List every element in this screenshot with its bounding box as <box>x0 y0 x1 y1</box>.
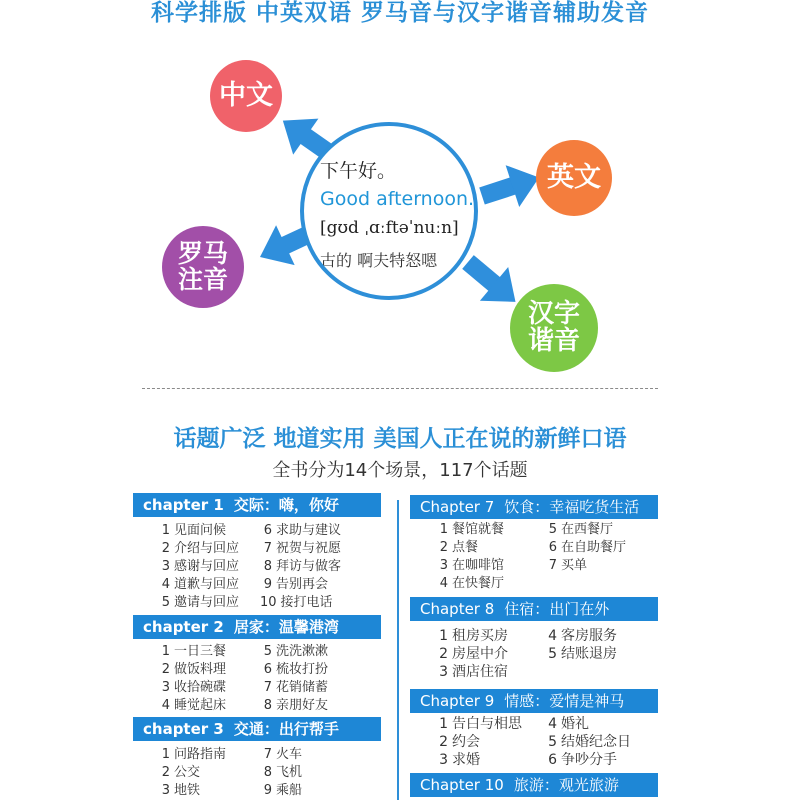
hanzi-bubble-line2: 谐音 <box>527 326 580 356</box>
chapter-1-list-a <box>158 522 258 612</box>
chapter-label: chapter 1 <box>143 496 224 514</box>
list-item: 6 在自助餐厅 <box>548 540 627 555</box>
chapter-3-list-a <box>158 746 258 800</box>
chapter-topic: 情感：爱情是神马 <box>504 692 625 710</box>
example-english: Good afternoon. <box>320 188 475 210</box>
list-item: 5 结婚纪念日 <box>548 734 631 750</box>
chapter-topic: 旅游：观光旅游 <box>513 776 619 794</box>
list-item: 1 告白与相思 <box>439 716 522 732</box>
list-item: 1 见面问候 <box>161 523 227 538</box>
chapter-1-header <box>133 493 381 517</box>
list-item: 3 酒店住宿 <box>439 664 508 680</box>
roman-bubble-line1: 罗马 <box>177 238 228 268</box>
chapter-2-header <box>133 615 381 639</box>
list-item: 9 告别再会 <box>263 577 329 592</box>
chinese-bubble-label: 中文 <box>219 79 273 111</box>
english-bubble <box>536 140 612 216</box>
list-item: 1 一日三餐 <box>161 644 227 659</box>
chapter-topic: 住宿：出门在外 <box>504 600 610 618</box>
list-item: 5 邀请与回应 <box>161 595 240 610</box>
chapter-8-list-b <box>545 627 657 663</box>
list-item: 4 客房服务 <box>548 628 617 644</box>
chapter-topic: 饮食：幸福吃货生活 <box>504 498 640 516</box>
list-item: 3 地铁 <box>161 783 201 798</box>
chapter-9-list-a <box>436 715 544 769</box>
chapter-label: chapter 2 <box>143 618 224 636</box>
list-item: 8 飞机 <box>263 765 303 780</box>
list-item: 3 求婚 <box>439 752 480 768</box>
list-item: 6 求助与建议 <box>263 523 342 538</box>
list-item: 2 约会 <box>439 734 480 750</box>
chapter-label: Chapter 8 <box>420 600 495 618</box>
list-item: 7 买单 <box>548 558 588 573</box>
dashed-divider <box>142 388 658 389</box>
section-subtitle: 全书分为14个场景，117个话题 <box>272 460 528 481</box>
roman-bubble <box>162 226 244 308</box>
example-circle <box>300 122 478 300</box>
list-item: 4 在快餐厅 <box>439 576 505 591</box>
chapter-8-header <box>410 597 658 621</box>
list-item: 7 祝贺与祝愿 <box>263 541 342 556</box>
list-item: 6 梳妆打扮 <box>263 662 329 677</box>
list-item: 4 婚礼 <box>548 716 589 732</box>
page-title: 科学排版 中英双语 罗马音与汉字谐音辅助发音 <box>150 0 649 26</box>
column-divider <box>397 500 399 800</box>
list-item: 4 道歉与回应 <box>161 577 240 592</box>
list-item: 5 结账退房 <box>548 646 617 662</box>
list-item: 1 租房买房 <box>439 628 508 644</box>
list-item: 8 亲朋好友 <box>263 698 329 713</box>
chapter-7-header <box>410 495 658 519</box>
hanzi-bubble <box>510 284 598 372</box>
list-item: 1 问路指南 <box>161 747 227 762</box>
chapter-8-list-a <box>436 627 544 681</box>
list-item: 2 房屋中介 <box>439 646 508 662</box>
list-item: 2 做饭料理 <box>161 662 227 677</box>
list-item: 2 介绍与回应 <box>161 541 240 556</box>
list-item: 5 在西餐厅 <box>548 522 614 537</box>
section-title: 话题广泛 地道实用 美国人正在说的新鲜口语 <box>173 426 627 452</box>
example-phonetic: [gʊd ˌɑːftəˈnuːn] <box>320 218 459 238</box>
example-chinese: 下午好。 <box>320 160 397 182</box>
chapter-topic: 交际：嗨，你好 <box>233 496 339 514</box>
arrow-to-english-icon <box>475 157 546 217</box>
chapter-2-list-a <box>158 643 258 715</box>
list-item: 10 接打电话 <box>260 595 333 610</box>
chapter-2-list-b <box>260 643 380 715</box>
list-item: 4 睡觉起床 <box>161 698 227 713</box>
list-item: 3 感谢与回应 <box>161 559 240 574</box>
list-item: 2 点餐 <box>439 540 479 555</box>
roman-bubble-line2: 注音 <box>177 265 228 294</box>
chapter-label: chapter 3 <box>143 720 224 738</box>
list-item: 7 花销储蓄 <box>263 680 329 695</box>
chapter-label: Chapter 9 <box>420 692 495 710</box>
list-item: 1 餐馆就餐 <box>439 522 505 537</box>
chapter-label: Chapter 10 <box>420 776 504 794</box>
list-item: 5 洗洗漱漱 <box>263 644 329 659</box>
example-homophone: 古的 啊夫特怒嗯 <box>320 251 438 270</box>
chapter-1-list-b <box>260 522 380 612</box>
chapter-10-header <box>410 773 658 797</box>
chapter-3-list-b <box>260 746 380 800</box>
list-item: 7 火车 <box>263 747 303 762</box>
english-bubble-label: 英文 <box>547 161 601 193</box>
chapter-topic: 交通：出行帮手 <box>233 720 339 738</box>
list-item: 8 拜访与做客 <box>263 559 342 574</box>
chinese-bubble <box>210 60 282 132</box>
chapter-7-list-a <box>436 521 544 593</box>
chapter-3-header <box>133 717 381 741</box>
list-item: 9 乘船 <box>263 783 303 798</box>
chapter-9-list-b <box>545 715 657 769</box>
chapter-7-list-b <box>545 521 657 575</box>
chapter-topic: 居家：温馨港湾 <box>233 618 339 636</box>
list-item: 3 收拾碗碟 <box>161 680 227 695</box>
hanzi-bubble-line1: 汉字 <box>527 298 580 329</box>
list-item: 6 争吵分手 <box>548 752 617 768</box>
chapter-label: Chapter 7 <box>420 498 495 516</box>
chapter-9-header <box>410 689 658 713</box>
list-item: 2 公交 <box>161 765 201 780</box>
list-item: 3 在咖啡馆 <box>439 558 505 573</box>
